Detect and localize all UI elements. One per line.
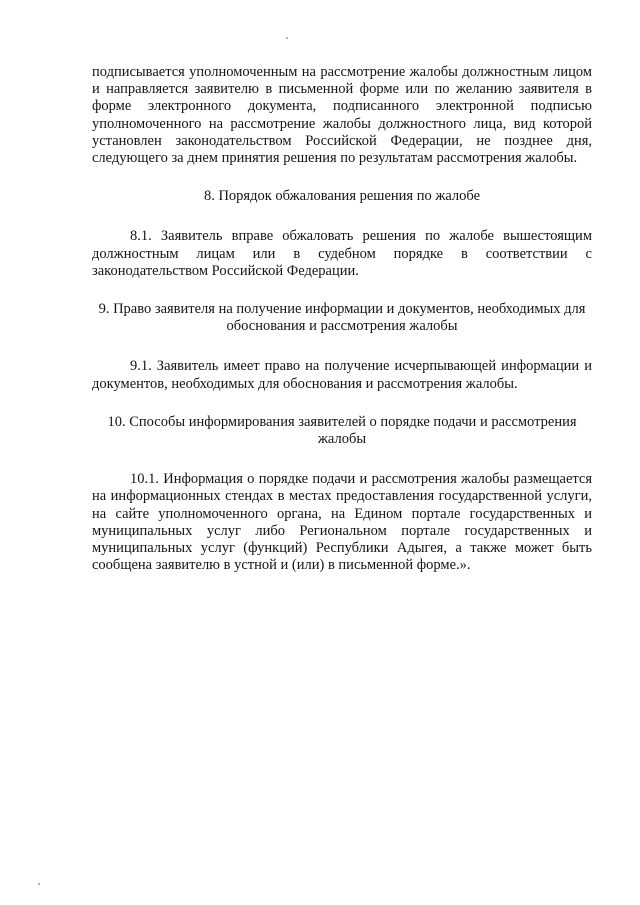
spacer <box>92 393 592 414</box>
section-10-heading: 10. Способы информирования заявителей о порядке подачи и рассмотрения жалобы <box>107 413 577 448</box>
scan-speck <box>38 883 40 885</box>
spacer <box>92 167 592 188</box>
section-9-paragraph: 9.1. Заявитель имеет право на получение исчерпывающей информации и документов, необходимых для обоснования и рассмотрения жалобы. <box>92 358 592 392</box>
section-10-paragraph: 10.1. Информация о порядке подачи и рассмотрения жалобы размещается на информационных стендах в местах предоставления государственной услуги, на сайте уполномоченного органа, на Едином портале государственных и муниципальных услуг либо Региональном портале государственных и муниципальных услуг (функций) Республики Адыгея, а также может быть сообщена заявителю в устной и (или) в письменной форме.». <box>92 471 592 574</box>
continuation-paragraph: подписывается уполномоченным на рассмотрение жалобы должностным лицом и направляется заявителю в письменной форме или по желанию заявителя в форме электронного документа, подписанного электронной подписью уполномоченного на рассмотрение жалобы должностного лица, вид которой установлен законодательством Российской Федерации, не позднее дня, следующего за днем принятия решения по результатам рассмотрения жалобы. <box>92 64 592 167</box>
section-8-heading: 8. Порядок обжалования решения по жалобе <box>203 188 481 205</box>
section-9-heading: 9. Право заявителя на получение информации и документов, необходимых для обоснования и рассмотрения жалобы <box>98 301 586 335</box>
spacer <box>92 280 592 301</box>
section-8-paragraph: 8.1. Заявитель вправе обжаловать решения по жалобе вышестоящим должностным лицам или в судебном порядке в соответствии с законодательством Российской Федерации. <box>92 228 592 279</box>
spacer <box>92 335 592 358</box>
spacer <box>92 205 592 228</box>
scan-speck <box>286 37 288 39</box>
document-page <box>92 64 592 574</box>
spacer <box>92 448 592 471</box>
